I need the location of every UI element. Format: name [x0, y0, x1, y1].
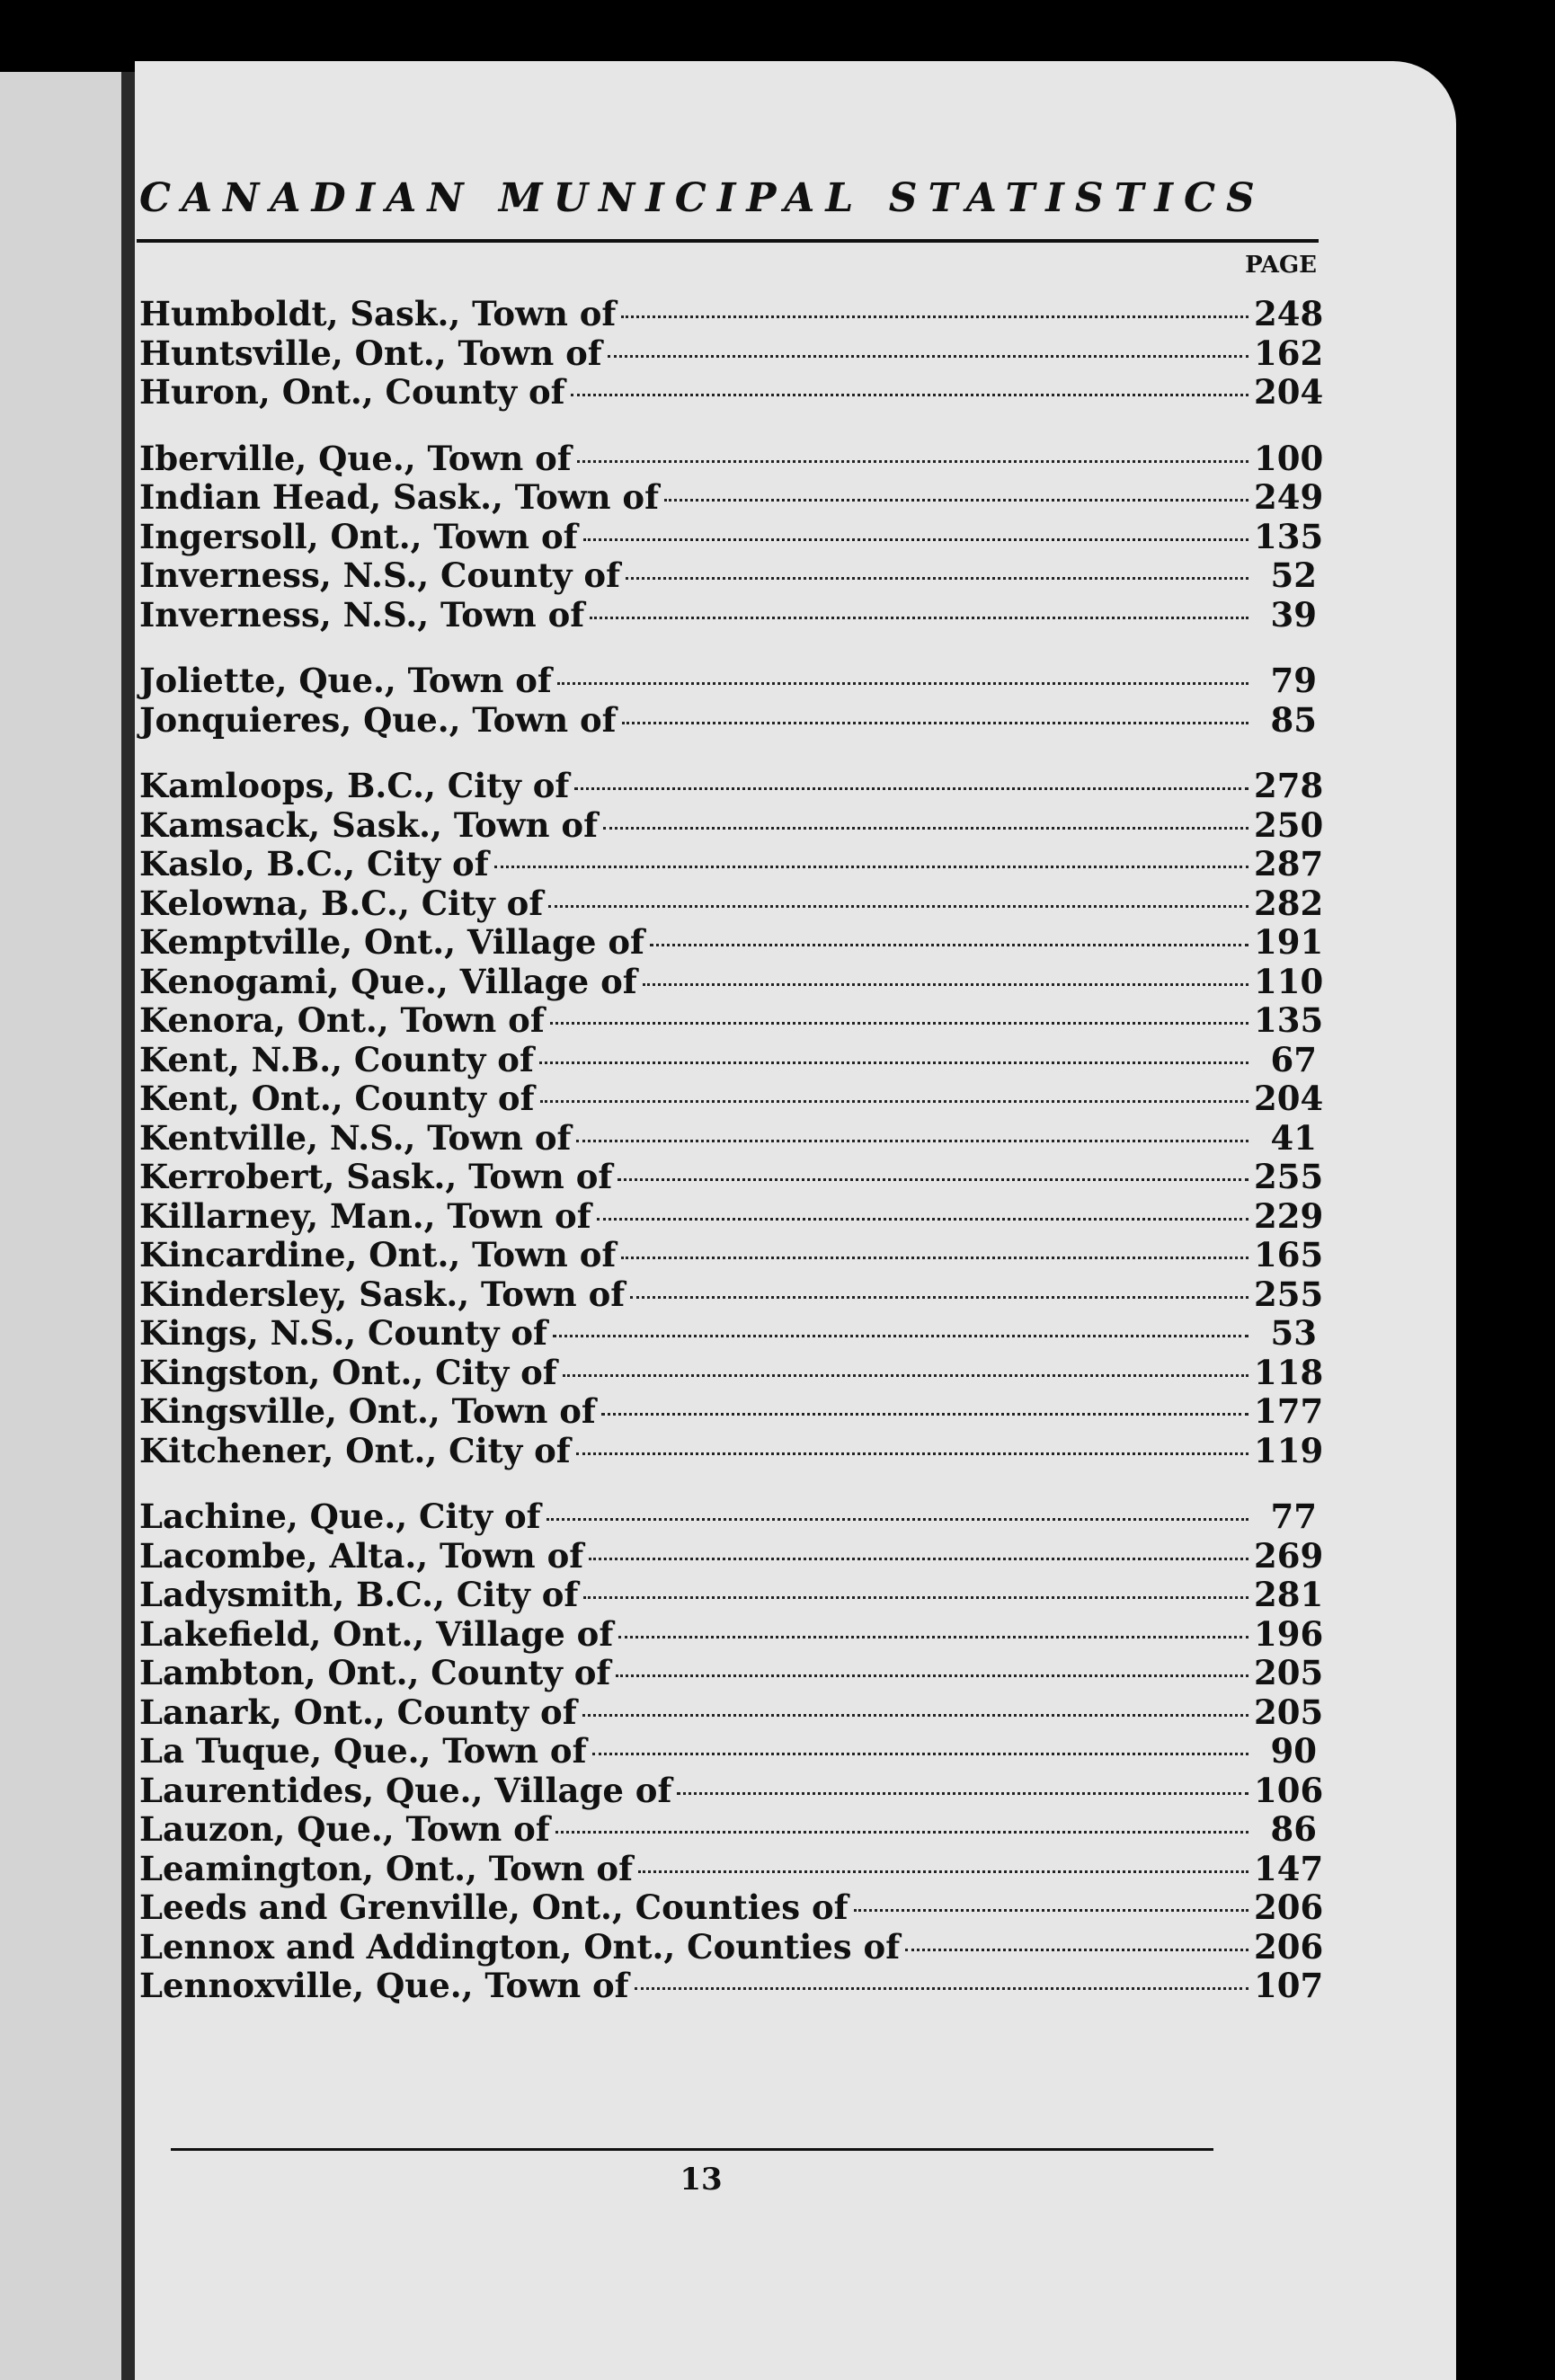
index-entry	[139, 1770, 1324, 1811]
entry-name: Iberville, Que., Town of	[139, 438, 572, 478]
entry-name: Indian Head, Sask., Town of	[139, 477, 659, 517]
entry-name: Kent, N.B., County of	[139, 1039, 534, 1079]
entry-page: 287	[1254, 844, 1324, 884]
dot-leader	[539, 1061, 1248, 1064]
entry-page: 255	[1254, 1274, 1324, 1314]
entry-page: 77	[1270, 1496, 1317, 1536]
dot-leader	[643, 983, 1248, 986]
entry-name: Lennoxville, Que., Town of	[139, 1966, 629, 2005]
index-entry	[139, 1966, 1324, 2006]
index-entry	[139, 1810, 1317, 1850]
index-entry	[139, 1119, 1317, 1159]
entry-page: 278	[1254, 766, 1324, 805]
index-entry	[139, 1274, 1324, 1315]
dot-leader	[592, 1753, 1249, 1755]
dot-leader	[590, 617, 1248, 619]
index-group	[139, 766, 1324, 1470]
index-group	[139, 662, 1317, 740]
entry-name: Kingsville, Ont., Town of	[139, 1391, 596, 1431]
entry-page: 204	[1254, 372, 1324, 412]
index-group	[139, 294, 1324, 413]
dot-leader	[854, 1909, 1248, 1912]
index-entry	[139, 701, 1317, 741]
index-entry	[139, 1079, 1324, 1119]
entry-page: 206	[1254, 1887, 1324, 1927]
header-rule	[137, 239, 1319, 243]
index-entry	[139, 1653, 1324, 1693]
entry-page: 282	[1254, 883, 1324, 923]
entry-page: 206	[1254, 1926, 1324, 1967]
footer-rule	[171, 2148, 1213, 2151]
index-group	[139, 1496, 1324, 2006]
index-entry	[139, 1692, 1324, 1733]
entry-name: Inverness, N.S., County of	[139, 555, 620, 595]
entry-page: 135	[1254, 1000, 1324, 1040]
entry-page: 90	[1270, 1731, 1317, 1771]
entry-name: Inverness, N.S., Town of	[139, 594, 585, 635]
dot-leader	[677, 1792, 1248, 1795]
entry-name: Lacombe, Alta., Town of	[139, 1535, 584, 1576]
entry-name: Lanark, Ont., County of	[139, 1692, 577, 1732]
dot-leader	[630, 1296, 1248, 1299]
entry-name: Killarney, Man., Town of	[139, 1195, 591, 1236]
entry-name: Kamsack, Sask., Town of	[139, 804, 599, 845]
page-header-title: CANADIAN MUNICIPAL STATISTICS	[139, 175, 1266, 221]
dot-leader	[563, 1374, 1248, 1377]
index-entry	[139, 883, 1324, 924]
dot-leader	[574, 787, 1248, 790]
entry-page: 106	[1254, 1770, 1324, 1810]
entry-page: 248	[1254, 294, 1324, 333]
index-entry	[139, 1000, 1324, 1041]
dot-leader	[576, 1452, 1248, 1455]
entry-name: Humboldt, Sask., Town of	[139, 294, 617, 333]
entry-name: Lauzon, Que., Town of	[139, 1809, 550, 1849]
entry-page: 249	[1254, 477, 1324, 517]
entry-name: Kamloops, B.C., City of	[139, 766, 570, 805]
dot-leader	[583, 1596, 1248, 1599]
index-entry	[139, 1430, 1324, 1471]
entry-name: Lakefield, Ont., Village of	[139, 1613, 614, 1654]
index-entry	[139, 1613, 1324, 1655]
entry-page: 162	[1254, 333, 1324, 373]
entry-name: Kaslo, B.C., City of	[139, 844, 489, 884]
index-entry	[139, 766, 1324, 806]
dot-leader	[621, 315, 1248, 318]
dot-leader	[905, 1949, 1248, 1951]
entry-page: 39	[1270, 594, 1317, 635]
entry-page: 86	[1270, 1809, 1317, 1849]
entry-name: Kenogami, Que., Village of	[139, 961, 637, 1001]
entry-name: Kerrobert, Sask., Town of	[139, 1157, 613, 1196]
index-entry	[139, 1157, 1324, 1197]
index-entry	[139, 438, 1324, 479]
entry-page: 52	[1270, 555, 1317, 595]
index-entry	[139, 1041, 1317, 1080]
entry-page: 281	[1254, 1575, 1324, 1614]
page-column-label: PAGE	[1245, 252, 1317, 279]
index-entry	[139, 372, 1324, 413]
entry-page: 100	[1254, 438, 1324, 478]
dot-leader	[583, 538, 1248, 541]
entry-page: 177	[1254, 1391, 1324, 1431]
index-entry	[139, 477, 1324, 518]
dot-leader	[621, 1257, 1248, 1259]
dot-leader	[582, 1714, 1248, 1717]
entry-name: Lennox and Addington, Ont., Counties of	[139, 1926, 901, 1967]
entry-name: Lambton, Ont., County of	[139, 1653, 611, 1692]
index-entry	[139, 1195, 1324, 1237]
entry-page: 205	[1254, 1692, 1324, 1732]
entry-name: Kenora, Ont., Town of	[139, 1000, 545, 1040]
entry-name: Kelowna, B.C., City of	[139, 883, 544, 923]
index-entry	[139, 1732, 1317, 1772]
entry-page: 165	[1254, 1235, 1324, 1274]
entry-page: 119	[1254, 1430, 1324, 1470]
entry-name: Lachine, Que., City of	[139, 1496, 541, 1536]
index-entry	[139, 844, 1324, 884]
dot-leader	[553, 1335, 1248, 1337]
entry-name: Kincardine, Ont., Town of	[139, 1235, 617, 1274]
index-entry	[139, 922, 1324, 963]
index-entry	[139, 516, 1324, 557]
dot-leader	[603, 827, 1248, 830]
page-number: 13	[680, 2162, 723, 2198]
index-entry	[139, 294, 1324, 334]
dot-leader	[622, 722, 1248, 724]
index-entry	[139, 1352, 1324, 1393]
entry-name: Kings, N.S., County of	[139, 1313, 547, 1353]
entry-page: 250	[1254, 804, 1324, 845]
entry-name: Laurentides, Que., Village of	[139, 1770, 672, 1810]
index-entry	[139, 1314, 1317, 1354]
entry-name: Joliette, Que., Town of	[139, 661, 552, 700]
dot-leader	[618, 1178, 1248, 1181]
entry-page: 205	[1254, 1653, 1324, 1692]
dot-leader	[494, 866, 1248, 868]
index-entry	[139, 1391, 1324, 1432]
index-entry	[139, 804, 1324, 846]
entry-page: 118	[1254, 1352, 1324, 1392]
index-entry	[139, 1575, 1324, 1615]
dot-leader	[608, 355, 1248, 358]
dot-leader	[650, 944, 1248, 946]
dot-leader	[555, 1831, 1248, 1834]
dot-leader	[546, 1518, 1248, 1521]
entry-page: 67	[1270, 1039, 1317, 1079]
dot-leader	[577, 460, 1248, 463]
index-entry	[139, 1887, 1324, 1928]
dot-leader	[571, 394, 1248, 396]
entry-name: Jonquieres, Que., Town of	[139, 699, 617, 740]
dot-leader	[557, 682, 1248, 685]
entry-name: Kemptville, Ont., Village of	[139, 922, 644, 962]
entry-name: Leeds and Grenville, Ont., Counties of	[139, 1887, 849, 1927]
index-entry	[139, 556, 1317, 596]
index-group	[139, 438, 1324, 635]
dot-leader	[589, 1558, 1248, 1560]
index-entry	[139, 1535, 1324, 1576]
index-entry	[139, 1848, 1324, 1889]
index-entry	[139, 961, 1324, 1002]
dot-leader	[576, 1140, 1248, 1142]
index-list	[139, 294, 1324, 2033]
dot-leader	[597, 1218, 1248, 1221]
entry-name: Kindersley, Sask., Town of	[139, 1274, 626, 1314]
dot-leader	[548, 905, 1248, 908]
dot-leader	[540, 1100, 1248, 1103]
dot-leader	[626, 577, 1248, 580]
entry-page: 53	[1270, 1313, 1317, 1353]
entry-page: 147	[1254, 1848, 1324, 1888]
previous-page-edge	[0, 72, 121, 2380]
index-entry	[139, 1235, 1324, 1275]
dot-leader	[664, 499, 1248, 502]
entry-page: 135	[1254, 516, 1324, 556]
entry-name: Huron, Ont., County of	[139, 372, 565, 412]
entry-page: 196	[1254, 1613, 1324, 1654]
entry-page: 79	[1270, 661, 1317, 700]
index-entry	[139, 1497, 1317, 1537]
index-entry	[139, 1926, 1324, 1967]
entry-name: Huntsville, Ont., Town of	[139, 333, 602, 373]
entry-name: Ingersoll, Ont., Town of	[139, 516, 578, 556]
dot-leader	[550, 1022, 1248, 1025]
dot-leader	[635, 1987, 1248, 1990]
entry-name: Kitchener, Ont., City of	[139, 1430, 571, 1470]
entry-name: Kentville, N.S., Town of	[139, 1117, 572, 1158]
index-entry	[139, 596, 1317, 635]
dot-leader	[616, 1674, 1248, 1677]
entry-name: La Tuque, Que., Town of	[139, 1731, 587, 1771]
index-entry	[139, 662, 1317, 701]
dot-leader	[601, 1413, 1248, 1416]
entry-page: 255	[1254, 1157, 1324, 1196]
entry-name: Kingston, Ont., City of	[139, 1352, 557, 1392]
entry-page: 191	[1254, 922, 1324, 962]
entry-page: 229	[1254, 1195, 1324, 1236]
entry-name: Leamington, Ont., Town of	[139, 1848, 634, 1888]
entry-page: 107	[1254, 1966, 1324, 2005]
dot-leader	[638, 1870, 1248, 1873]
entry-page: 41	[1270, 1117, 1317, 1158]
entry-name: Kent, Ont., County of	[139, 1079, 535, 1118]
entry-name: Ladysmith, B.C., City of	[139, 1575, 579, 1614]
entry-page: 85	[1270, 699, 1317, 740]
index-entry	[139, 333, 1324, 374]
entry-page: 269	[1254, 1535, 1324, 1576]
entry-page: 110	[1254, 961, 1324, 1001]
dot-leader	[618, 1636, 1248, 1638]
entry-page: 204	[1254, 1079, 1324, 1118]
